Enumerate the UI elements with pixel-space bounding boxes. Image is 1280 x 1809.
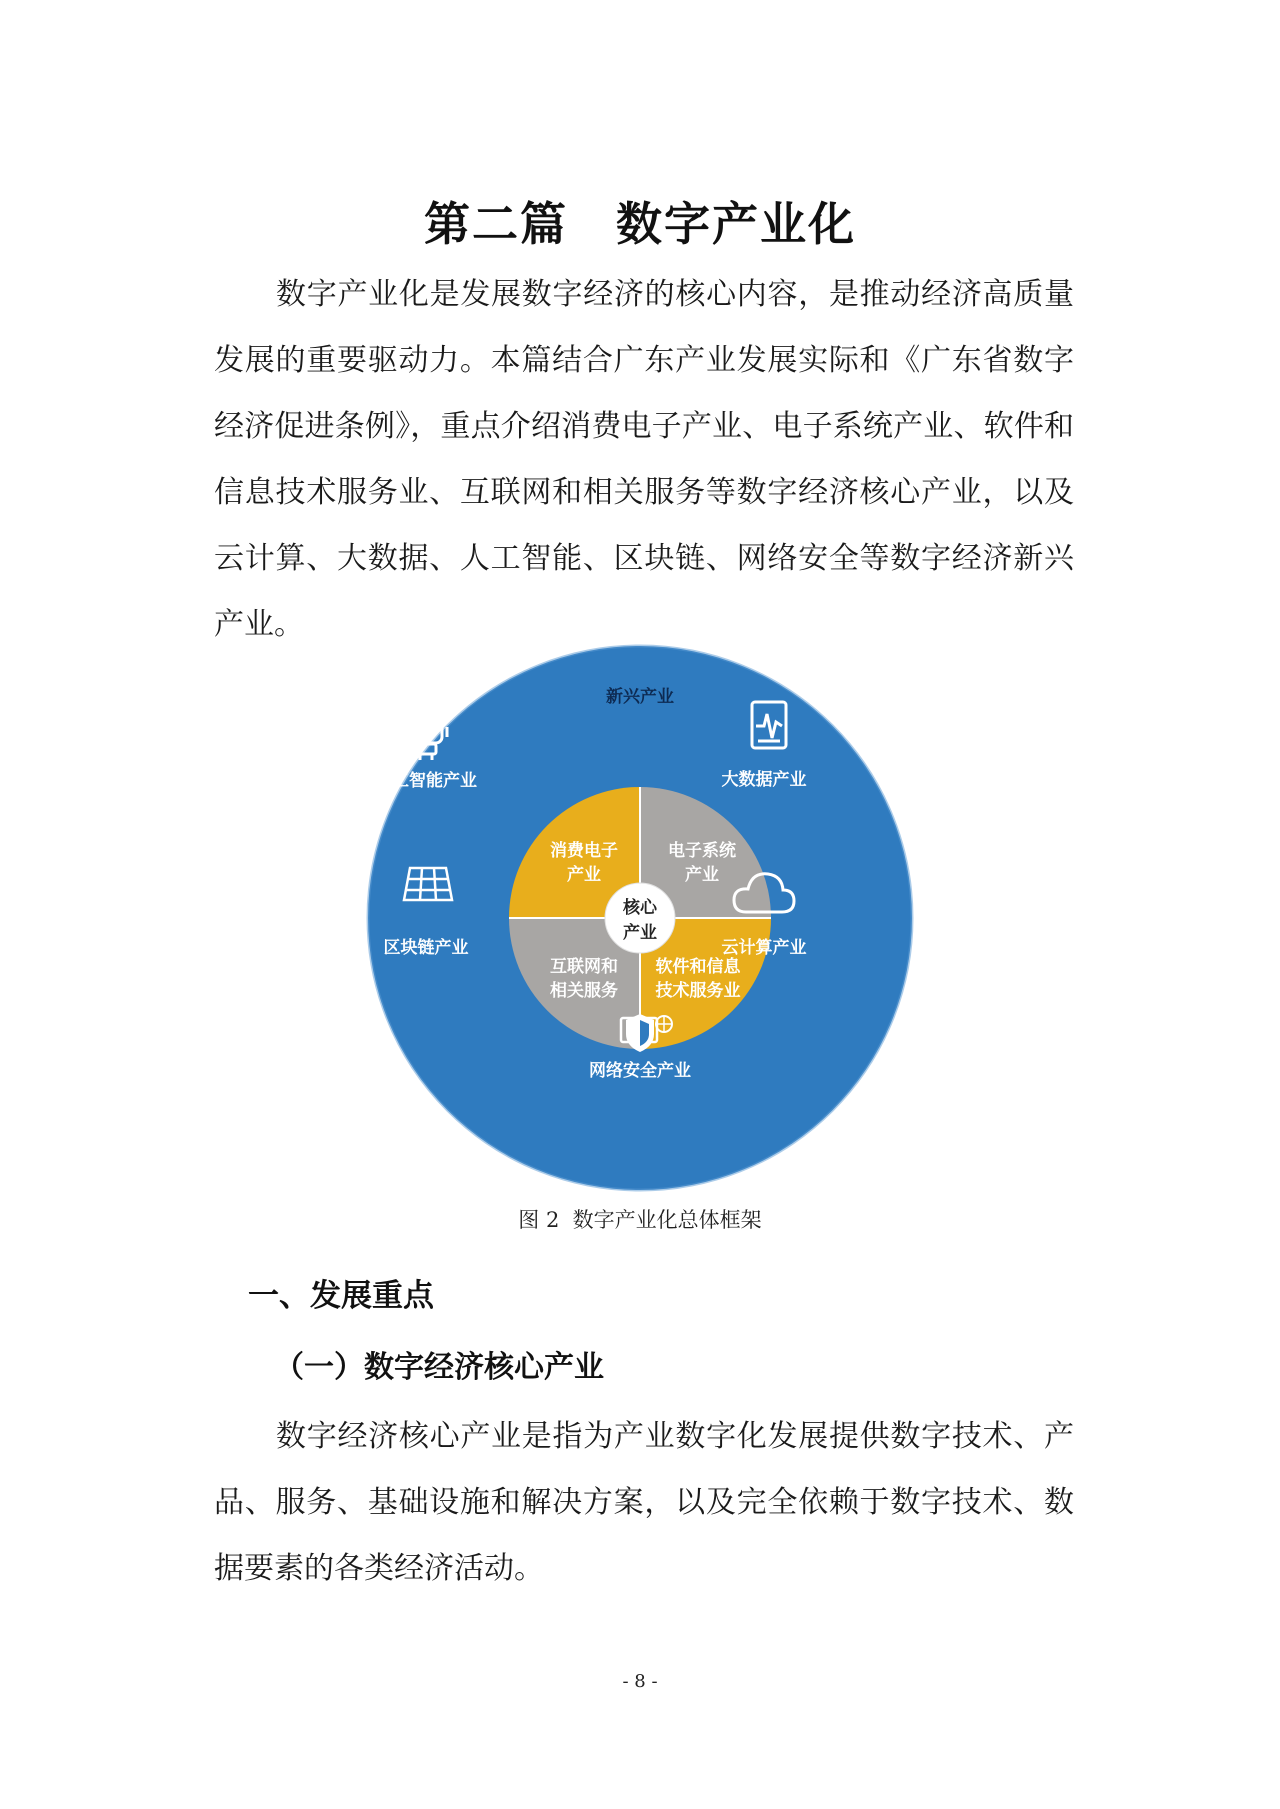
- body-paragraph: 数字经济核心产业是指为产业数字化发展提供数字技术、产品、服务、基础设施和解决方案，以及完全依赖于数字技术、数据要素的各类经济活动。: [214, 1419, 1074, 1586]
- core-label-internet-1: 互联网和: [550, 957, 618, 977]
- bigdata-industry-label: 大数据产业: [721, 770, 807, 790]
- core-label-software-1: 软件和信息: [655, 957, 741, 977]
- emerging-title: 新兴产业: [606, 687, 674, 707]
- core-label-consumer-1: 消费电子: [550, 841, 618, 861]
- section-heading: 一、发展重点: [248, 1278, 434, 1314]
- page-number: - 8 -: [622, 1671, 658, 1692]
- core-label-software-2: 技术服务业: [655, 981, 741, 1001]
- page-title: 第二篇 数字产业化: [424, 197, 856, 251]
- core-label-esystem-1: 电子系统: [668, 841, 736, 861]
- core-center-line2: 产业: [623, 923, 657, 943]
- blockchain-industry-label: 区块链产业: [383, 938, 469, 958]
- intro-paragraph: 数字产业化是发展数字经济的核心内容，是推动经济高质量发展的重要驱动力。本篇结合广东产业发展实际和《广东省数字经济促进条例》，重点介绍消费电子产业、电子系统产业、软件和信息技术服务业、互联网和相关服务等数字经济核心产业，以及云计算、大数据、人工智能、区块链、网络安全等数字经济新兴产业。: [214, 277, 1074, 642]
- industry-framework-figure: [364, 642, 916, 1194]
- cloud-industry-label: 云计算产业: [721, 938, 807, 958]
- security-industry-label: 网络安全产业: [589, 1061, 691, 1081]
- figure-caption: 图 2 数字产业化总体框架: [518, 1208, 762, 1232]
- core-center-line1: 核心: [623, 898, 657, 918]
- core-label-consumer-2: 产业: [567, 865, 601, 885]
- core-label-internet-2: 相关服务: [550, 981, 618, 1001]
- subsection-heading: （一）数字经济核心产业: [274, 1350, 604, 1385]
- core-label-esystem-2: 产业: [685, 865, 719, 885]
- ai-industry-label: 人工智能产业: [375, 771, 477, 791]
